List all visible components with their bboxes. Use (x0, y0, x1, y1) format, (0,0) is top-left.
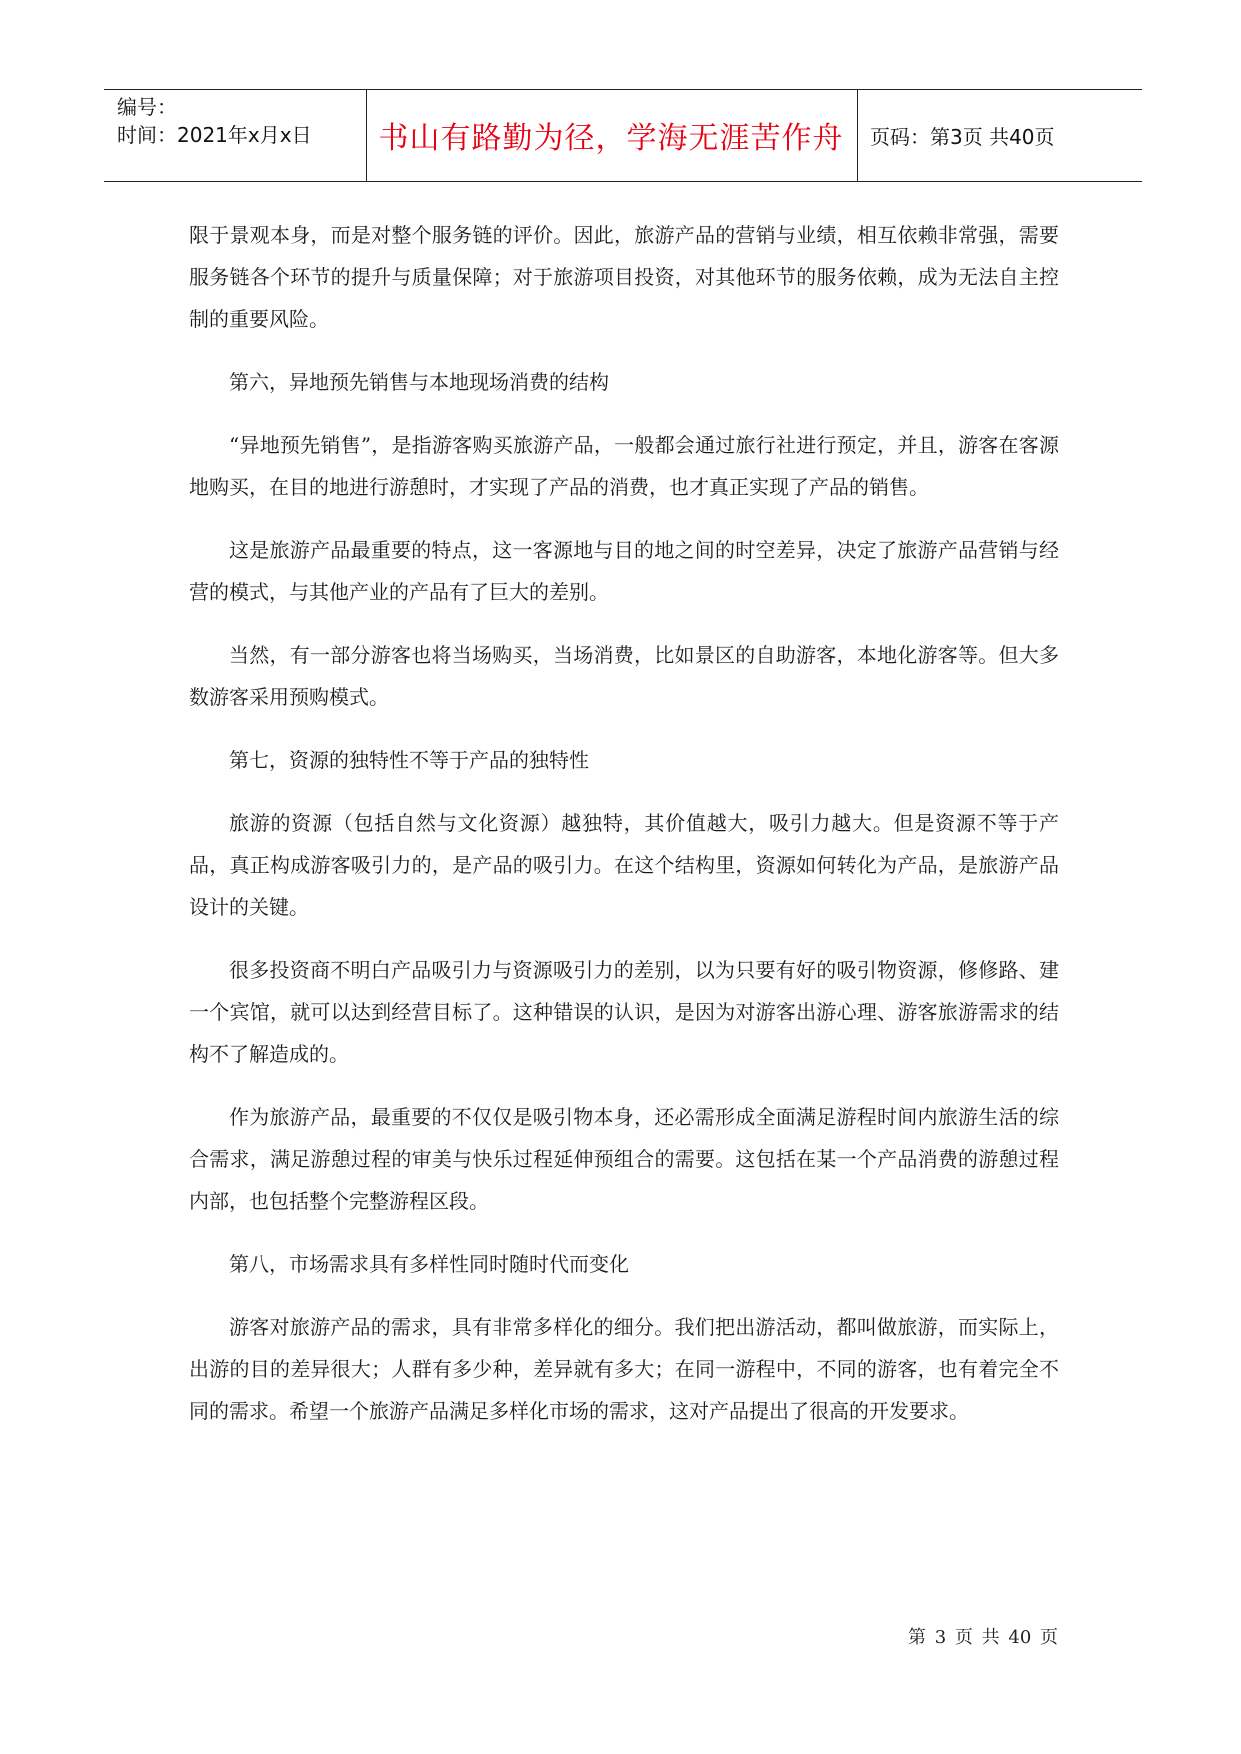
paragraph: 旅游的资源（包括自然与文化资源）越独特，其价值越大，吸引力越大。但是资源不等于产品，真正构成游客吸引力的，是产品的吸引力。在这个结构里，资源如何转化为产品，是旅游产品设计的关键。 (189, 811, 1059, 919)
time-label: 时间：2021年x月x日 (117, 123, 312, 147)
number-label: 编号： (117, 95, 177, 119)
header-motto: 书山有路勤为径，学海无涯苦作舟 (378, 121, 844, 156)
page-footer: 第 3 页 共 40 页 (908, 1627, 1058, 1648)
section-heading: 第六，异地预先销售与本地现场消费的结构 (229, 370, 609, 394)
paragraph: 游客对旅游产品的需求，具有非常多样化的细分。我们把出游活动，都叫做旅游，而实际上，出游的目的差异很大；人群有多少种，差异就有多大；在同一游程中，不同的游客，也有着完全不同的需求。希望一个旅游产品满足多样化市场的需求，这对产品提出了很高的开发要求。 (189, 1315, 1059, 1423)
document-body (189, 214, 1059, 1453)
paragraph: 当然，有一部分游客也将当场购买，当场消费，比如景区的自助游客，本地化游客等。但大多数游客采用预购模式。 (189, 643, 1059, 709)
header-divider-right (857, 90, 858, 181)
paragraph: 作为旅游产品，最重要的不仅仅是吸引物本身，还必需形成全面满足游程时间内旅游生活的综合需求，满足游憩过程的审美与快乐过程延伸预组合的需要。这包括在某一个产品消费的游憩过程内部，也包括整个完整游程区段。 (189, 1105, 1059, 1213)
page-header (104, 89, 1142, 182)
paragraph: “异地预先销售”，是指游客购买旅游产品，一般都会通过旅行社进行预定，并且，游客在客源地购买，在目的地进行游憩时，才实现了产品的消费，也才真正实现了产品的销售。 (189, 433, 1059, 499)
header-page-info: 页码：第3页 共40页 (870, 124, 1055, 149)
paragraph: 限于景观本身，而是对整个服务链的评价。因此，旅游产品的营销与业绩，相互依赖非常强，需要服务链各个环节的提升与质量保障；对于旅游项目投资，对其他环节的服务依赖，成为无法自主控制的重要风险。 (189, 223, 1059, 331)
paragraph: 很多投资商不明白产品吸引力与资源吸引力的差别，以为只要有好的吸引物资源，修修路、建一个宾馆，就可以达到经营目标了。这种错误的认识，是因为对游客出游心理、游客旅游需求的结构不了解造成的。 (189, 958, 1059, 1066)
section-heading: 第七，资源的独特性不等于产品的独特性 (229, 748, 589, 772)
header-meta (117, 93, 312, 149)
paragraph: 这是旅游产品最重要的特点，这一客源地与目的地之间的时空差异，决定了旅游产品营销与经营的模式，与其他产业的产品有了巨大的差别。 (189, 538, 1059, 604)
section-heading: 第八，市场需求具有多样性同时随时代而变化 (229, 1252, 629, 1276)
